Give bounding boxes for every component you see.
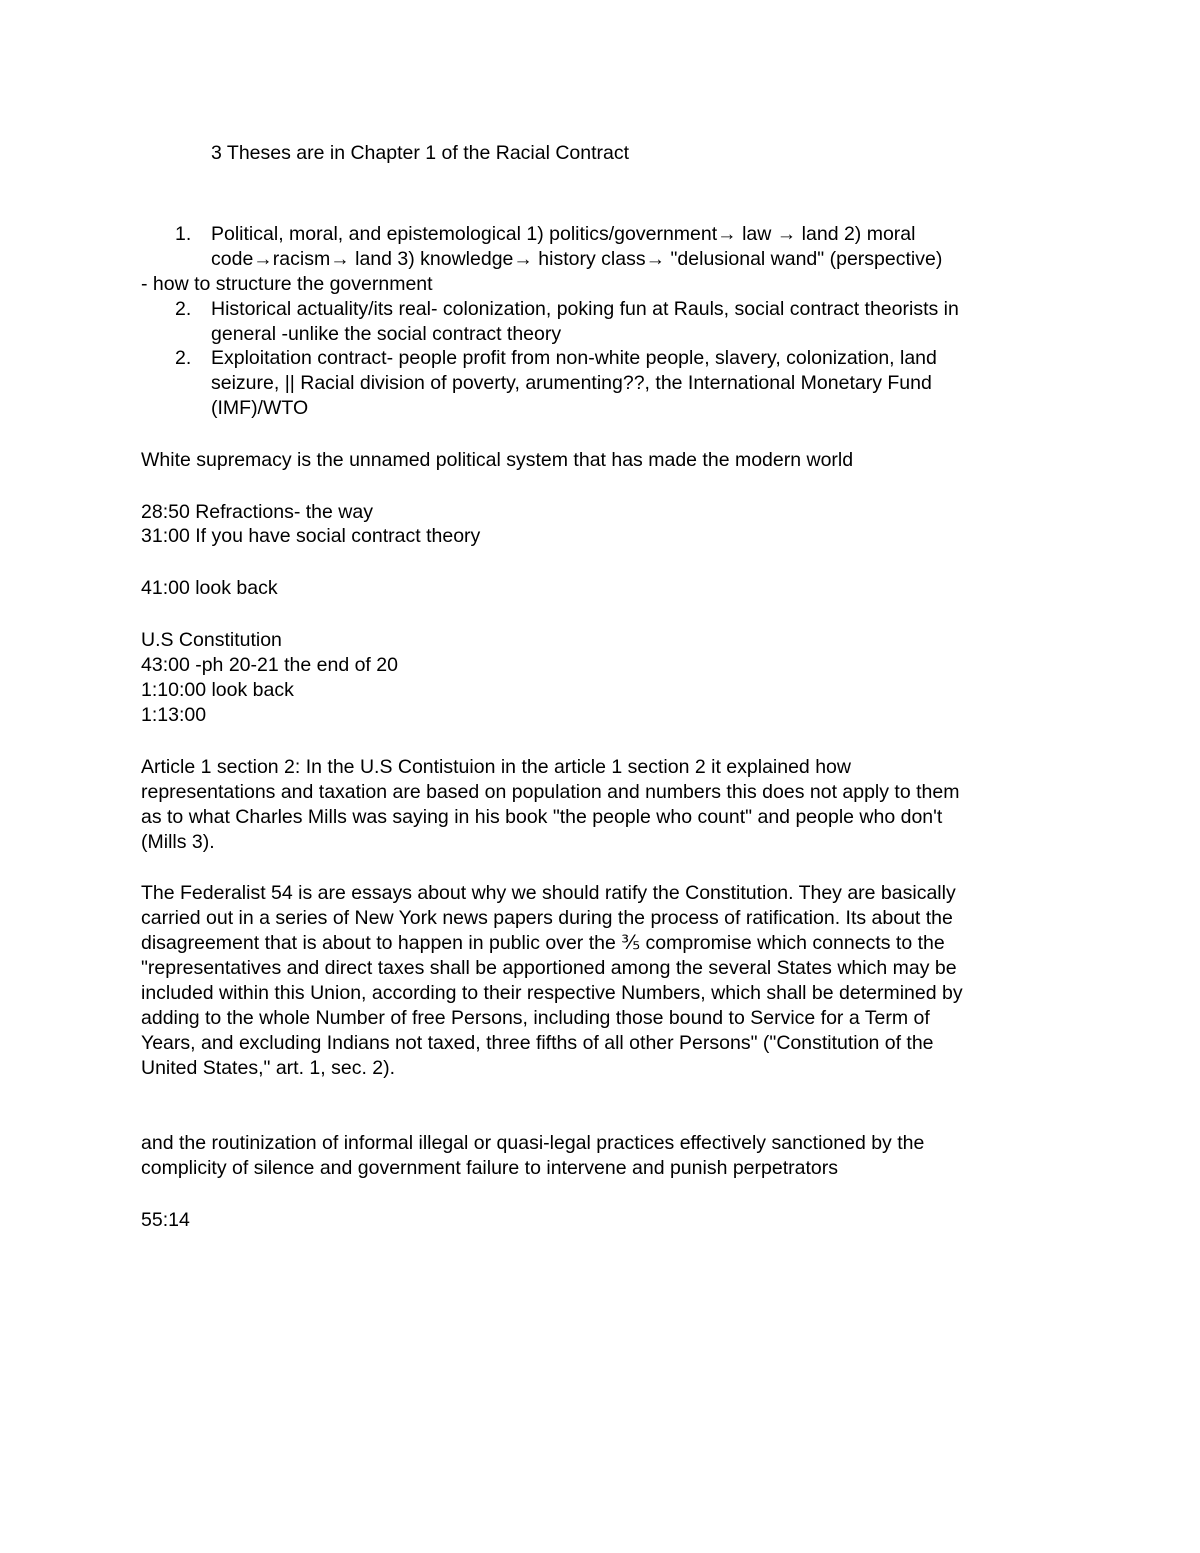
list-line: Historical actuality/its real- colonization, poking fun at Rauls, social contract theorists in: [211, 298, 959, 320]
paragraph-line: Years, and excluding Indians not taxed, three fifths of all other Persons" ("Constitution of the: [141, 1032, 934, 1054]
list-line: general -unlike the social contract theory: [211, 323, 562, 345]
list-number: 2.: [175, 347, 192, 369]
timestamp-note: 41:00 look back: [141, 577, 278, 599]
list-line: Exploitation contract- people profit from non-white people, slavery, colonization, land: [211, 347, 937, 369]
timestamp-note: 1:13:00: [141, 704, 207, 726]
paragraph-line: disagreement that is about to happen in public over the ⅗ compromise which connects to the: [141, 932, 945, 954]
paragraph-line: representations and taxation are based on population and numbers this does not apply to them: [141, 781, 960, 803]
timestamp-note: 1:10:00 look back: [141, 679, 294, 701]
list-line: Political, moral, and epistemological 1) politics/government→ law → land 2) moral: [211, 223, 916, 245]
white-supremacy-line: White supremacy is the unnamed political system that has made the modern world: [141, 449, 854, 471]
list-line: seizure, || Racial division of poverty, arumenting??, the International Monetary Fund: [211, 372, 932, 394]
constitution-heading: U.S Constitution: [141, 629, 282, 651]
list-number: 1.: [175, 223, 192, 245]
timestamp-note: 43:00 -ph 20-21 the end of 20: [141, 654, 398, 676]
paragraph-line: adding to the whole Number of free Persons, including those bound to Service for a Term of: [141, 1007, 930, 1029]
paragraph-line: "representatives and direct taxes shall be apportioned among the several States which may be: [141, 957, 957, 979]
paragraph-line: The Federalist 54 is are essays about why we should ratify the Constitution. They are basically: [141, 882, 956, 904]
paragraph-line: included within this Union, according to their respective Numbers, which shall be determined by: [141, 982, 963, 1004]
list-line: (IMF)/WTO: [211, 397, 309, 419]
list-line: code→racism→ land 3) knowledge→ history class→ "delusional wand" (perspective): [211, 248, 943, 270]
document-title: 3 Theses are in Chapter 1 of the Racial Contract: [211, 142, 630, 164]
paragraph-line: Article 1 section 2: In the U.S Contistuion in the article 1 section 2 it explained how: [141, 756, 851, 778]
paragraph-line: United States," art. 1, sec. 2).: [141, 1057, 396, 1079]
list-note: - how to structure the government: [141, 273, 433, 295]
paragraph-line: complicity of silence and government failure to intervene and punish perpetrators: [141, 1157, 838, 1179]
paragraph-line: (Mills 3).: [141, 831, 215, 853]
final-timestamp: 55:14: [141, 1209, 190, 1231]
timestamp-note: 28:50 Refractions- the way: [141, 501, 373, 523]
paragraph-line: carried out in a series of New York news papers during the process of ratification. Its about the: [141, 907, 953, 929]
paragraph-line: and the routinization of informal illegal or quasi-legal practices effectively sanctioned by the: [141, 1132, 925, 1154]
paragraph-line: as to what Charles Mills was saying in his book "the people who count" and people who don't: [141, 806, 943, 828]
list-number: 2.: [175, 298, 192, 320]
timestamp-note: 31:00 If you have social contract theory: [141, 525, 481, 547]
